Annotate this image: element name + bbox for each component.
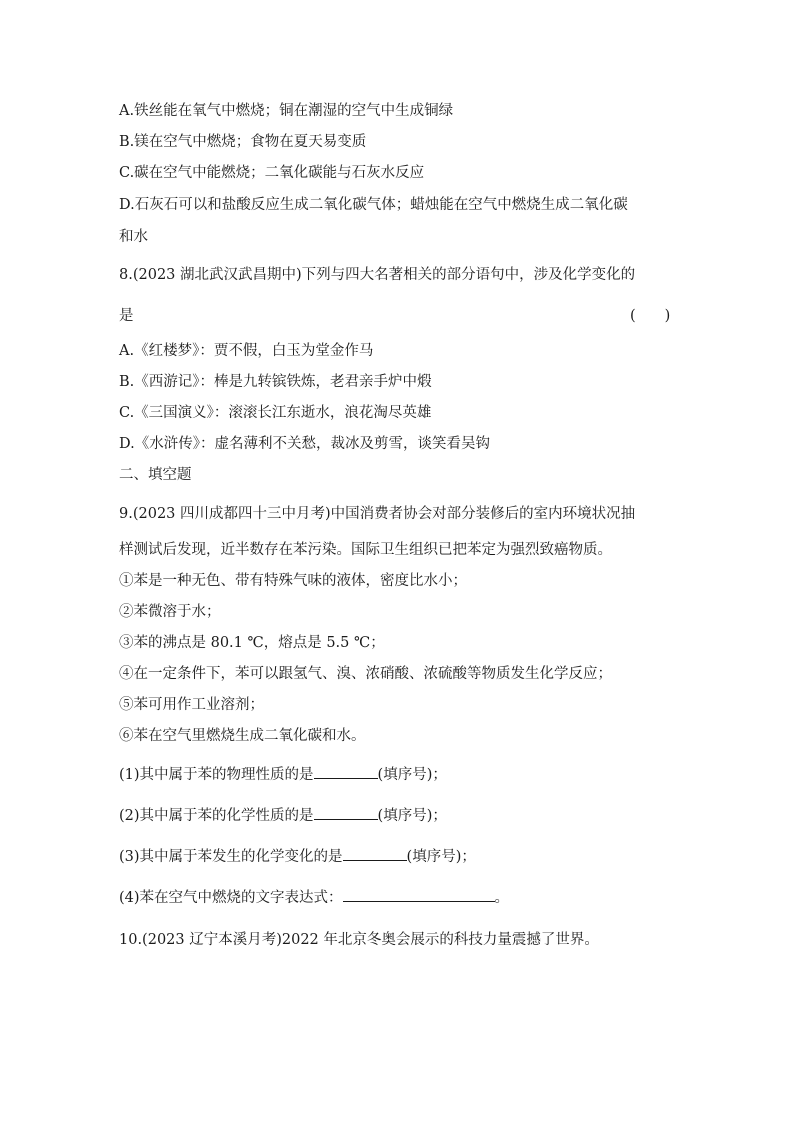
q9-sub1-suffix: (填序号)；	[377, 767, 447, 783]
q9-sub3-suffix: (填序号)；	[406, 849, 476, 865]
q7-option-a: A.铁丝能在氧气中燃烧；铜在潮湿的空气中生成铜绿	[119, 103, 454, 119]
q9-sub1-answer-blank[interactable]	[314, 764, 378, 779]
q9-subquestion-1	[119, 764, 447, 785]
q9-sub4-answer-blank[interactable]	[343, 887, 495, 902]
q9-sub3-prefix: (3)其中属于苯发生的化学变化的是	[119, 849, 343, 865]
q9-stem-line2: 样测试后发现，近半数存在苯污染。国际卫生组织已把苯定为强烈致癌物质。	[119, 542, 612, 558]
q9-sub1-prefix: (1)其中属于苯的物理性质的是	[119, 767, 314, 783]
q8-stem-line2: 是	[119, 308, 134, 324]
q9-subquestion-3	[119, 846, 476, 867]
q9-sub3-answer-blank[interactable]	[343, 846, 407, 861]
q9-sub2-prefix: (2)其中属于苯的化学性质的是	[119, 808, 314, 824]
q7-option-b: B.镁在空气中燃烧；食物在夏天易变质	[119, 134, 367, 150]
q10-stem-line1: 10.(2023 辽宁本溪月考)2022 年北京冬奥会展示的科技力量震撼了世界。	[119, 932, 599, 948]
q9-fact-4: ④在一定条件下，苯可以跟氢气、溴、浓硝酸、浓硫酸等物质发生化学反应；	[119, 666, 612, 682]
q9-fact-5: ⑤苯可用作工业溶剂；	[119, 697, 264, 713]
q9-sub4-suffix: 。	[494, 890, 510, 906]
q8-option-d: D.《水浒传》：虚名薄利不关愁，裁冰及剪雪，谈笑看吴钩	[119, 436, 490, 452]
q8-option-c: C.《三国演义》：滚滚长江东逝水，浪花淘尽英雄	[119, 405, 432, 421]
q9-fact-3: ③苯的沸点是 80.1 ℃，熔点是 5.5 ℃；	[119, 635, 385, 651]
q8-option-a: A.《红楼梦》：贾不假，白玉为堂金作马	[119, 343, 374, 359]
q9-stem-line1: 9.(2023 四川成都四十三中月考)中国消费者协会对部分装修后的室内环境状况抽	[119, 506, 636, 522]
q7-option-d-line1: D.石灰石可以和盐酸反应生成二氧化碳气体；蜡烛能在空气中燃烧生成二氧化碳	[119, 197, 628, 213]
q9-subquestion-4	[119, 887, 509, 908]
q9-sub4-prefix: (4)苯在空气中燃烧的文字表达式：	[119, 890, 343, 906]
q8-answer-paren: ( )	[630, 308, 671, 324]
q9-fact-6: ⑥苯在空气里燃烧生成二氧化碳和水。	[119, 728, 366, 744]
q9-subquestion-2	[119, 805, 447, 826]
q8-stem-line1: 8.(2023 湖北武汉武昌期中)下列与四大名著相关的部分语句中，涉及化学变化的	[119, 267, 636, 283]
q9-fact-2: ②苯微溶于水；	[119, 604, 221, 620]
q9-fact-1: ①苯是一种无色、带有特殊气味的液体，密度比水小；	[119, 573, 467, 589]
section-title-fill-in: 二、填空题	[119, 467, 192, 483]
q7-option-d-line2: 和水	[119, 229, 148, 245]
q7-option-c: C.碳在空气中能燃烧；二氧化碳能与石灰水反应	[119, 165, 425, 181]
q9-sub2-answer-blank[interactable]	[314, 805, 378, 820]
q8-option-b: B.《西游记》：棒是九转镔铁炼，老君亲手炉中煅	[119, 374, 432, 390]
q9-sub2-suffix: (填序号)；	[377, 808, 447, 824]
